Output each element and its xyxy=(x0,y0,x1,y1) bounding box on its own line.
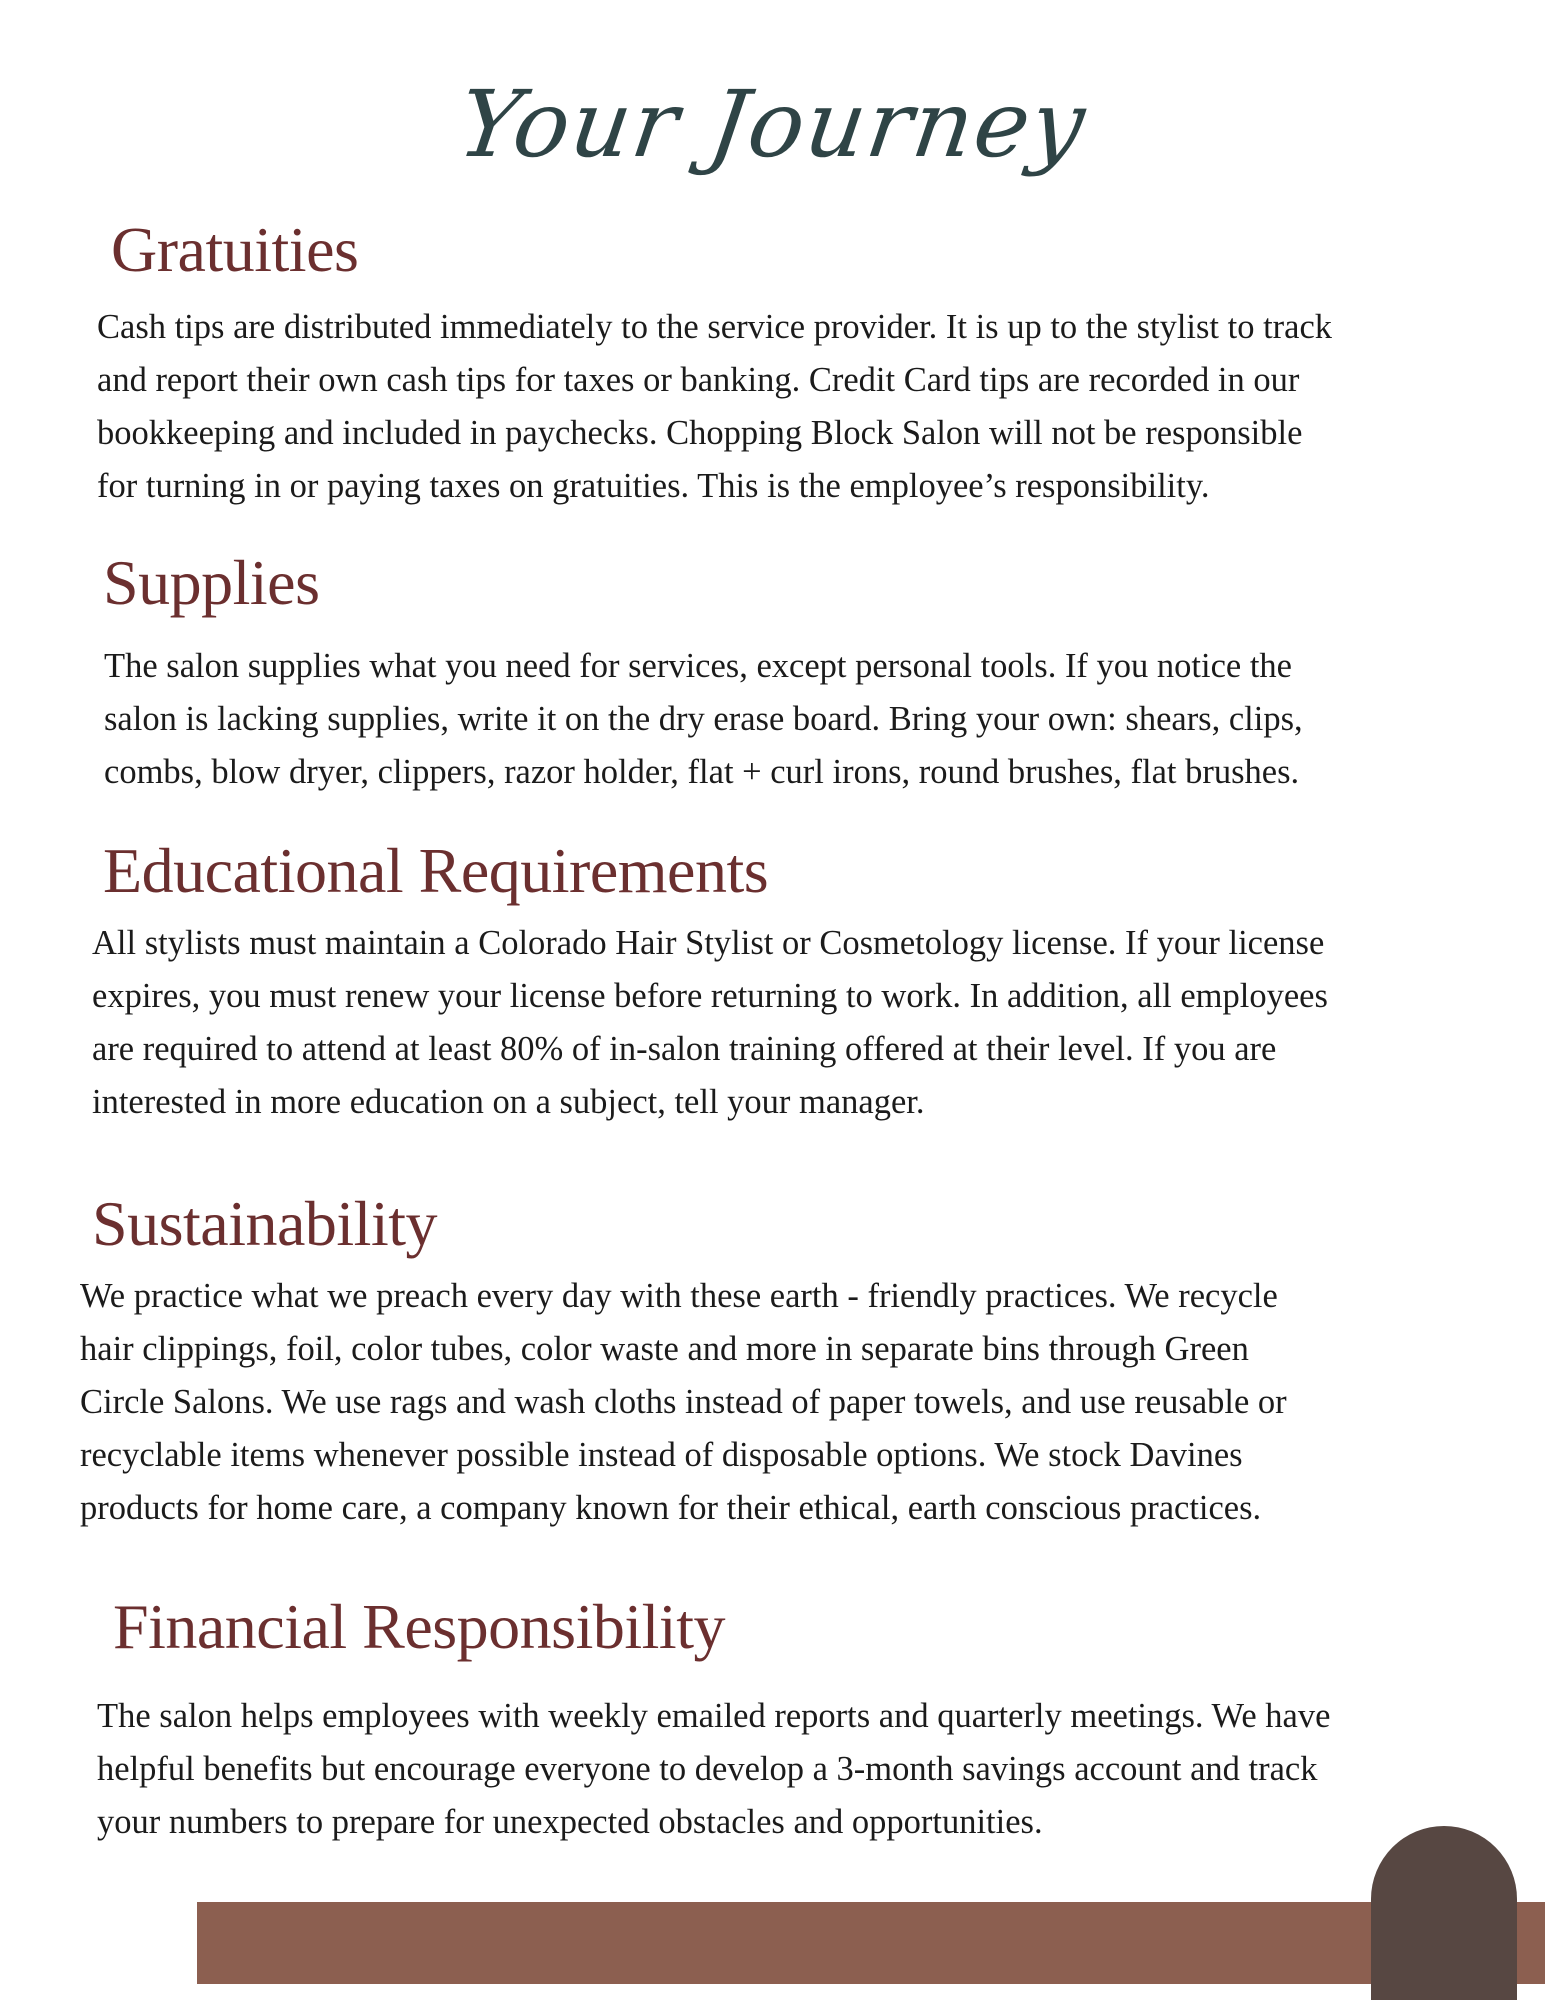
paragraph-line: bookkeeping and included in paychecks. Chopping Block Salon will not be responsible xyxy=(97,414,1303,452)
paragraph-line: your numbers to prepare for unexpected obstacles and opportunities. xyxy=(97,1803,1043,1841)
paragraph-line: interested in more education on a subject, tell your manager. xyxy=(92,1083,925,1121)
paragraph-line: combs, blow dryer, clippers, razor holder, flat + curl irons, round brushes, flat brushes. xyxy=(104,753,1300,791)
section-body-educational-requirements xyxy=(92,917,1472,1129)
section-heading-financial-responsibility: Financial Responsibility xyxy=(113,1591,725,1662)
section-body-gratuities xyxy=(97,301,1477,513)
footer-decorative-arch xyxy=(1371,1826,1517,2000)
paragraph-line: are required to attend at least 80% of in-salon training offered at their level. If you are xyxy=(92,1030,1277,1068)
footer-decorative-bar xyxy=(197,1902,1545,1984)
paragraph-line: for turning in or paying taxes on gratuities. This is the employee’s responsibility. xyxy=(97,467,1210,505)
section-heading-sustainability: Sustainability xyxy=(92,1188,437,1259)
section-heading-gratuities: Gratuities xyxy=(111,214,359,285)
paragraph-line: Cash tips are distributed immediately to the service provider. It is up to the stylist to track xyxy=(97,308,1333,346)
paragraph-line: products for home care, a company known for their ethical, earth conscious practices. xyxy=(80,1489,1262,1527)
section-body-financial-responsibility xyxy=(97,1690,1477,1849)
paragraph-line: We practice what we preach every day with these earth - friendly practices. We recycle xyxy=(80,1277,1278,1315)
section-body-sustainability xyxy=(80,1270,1460,1535)
paragraph-line: recyclable items whenever possible instead of disposable options. We stock Davines xyxy=(80,1436,1243,1474)
section-heading-supplies: Supplies xyxy=(103,547,320,618)
paragraph-line: and report their own cash tips for taxes or banking. Credit Card tips are recorded in our xyxy=(97,361,1300,399)
paragraph-line: helpful benefits but encourage everyone to develop a 3-month savings account and track xyxy=(97,1750,1318,1788)
section-heading-educational-requirements: Educational Requirements xyxy=(103,835,769,906)
section-body-supplies xyxy=(104,640,1484,799)
paragraph-line: hair clippings, foil, color tubes, color waste and more in separate bins through Green xyxy=(80,1330,1249,1368)
paragraph-line: The salon helps employees with weekly emailed reports and quarterly meetings. We have xyxy=(97,1697,1331,1735)
paragraph-line: salon is lacking supplies, write it on the dry erase board. Bring your own: shears, clips, xyxy=(104,700,1303,738)
page-script-title: Your Journey xyxy=(452,71,1094,178)
paragraph-line: The salon supplies what you need for services, except personal tools. If you notice the xyxy=(104,647,1292,685)
paragraph-line: Circle Salons. We use rags and wash cloths instead of paper towels, and use reusable or xyxy=(80,1383,1287,1421)
paragraph-line: All stylists must maintain a Colorado Hair Stylist or Cosmetology license. If your license xyxy=(92,924,1325,962)
paragraph-line: expires, you must renew your license before returning to work. In addition, all employees xyxy=(92,977,1328,1015)
